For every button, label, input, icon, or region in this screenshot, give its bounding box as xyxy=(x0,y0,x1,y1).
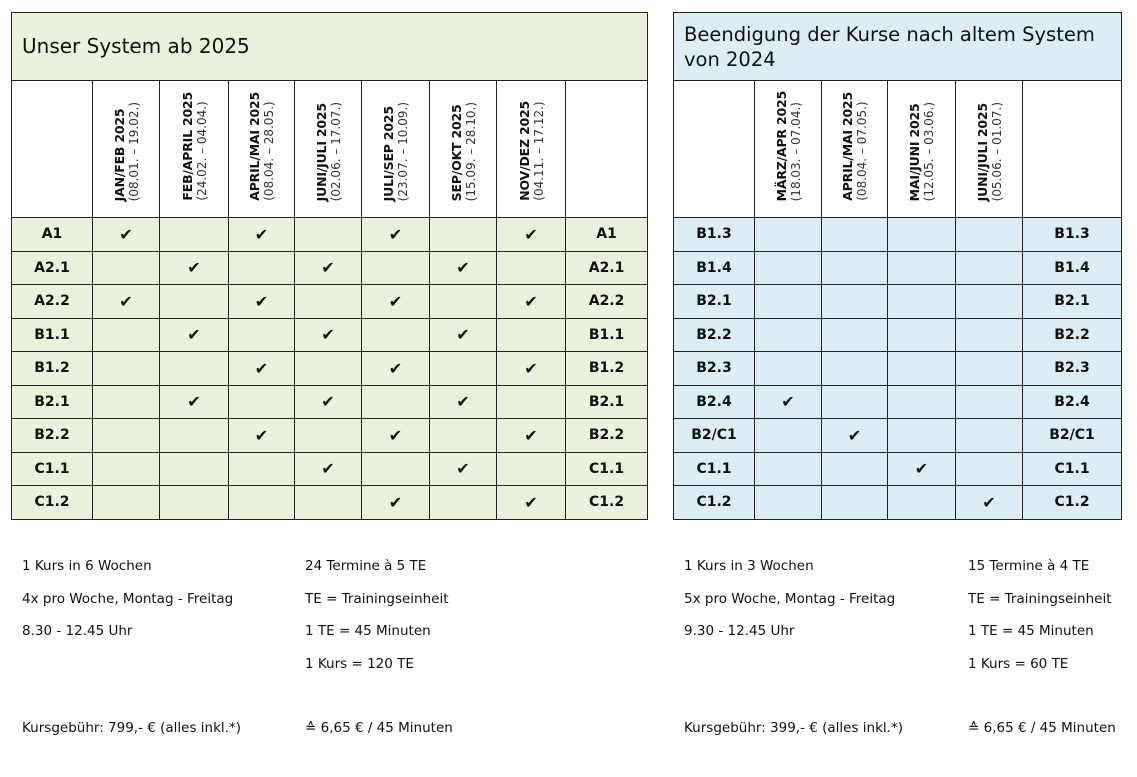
period-dates: (08.01. – 19.02.) xyxy=(126,101,141,201)
period-label xyxy=(180,92,209,201)
schedule-cell xyxy=(160,452,229,486)
checkmark-icon: ✔ xyxy=(254,358,269,378)
level-label-right: B2/C1 xyxy=(1023,419,1122,453)
new-system-table xyxy=(11,12,648,520)
schedule-cell xyxy=(93,486,160,520)
new-system-schedule xyxy=(11,12,647,520)
schedule-cell xyxy=(160,352,229,386)
checkmark-icon: ✔ xyxy=(187,258,201,278)
period-month: FEB/APRIL 2025 xyxy=(179,92,195,201)
level-label-right: B1.4 xyxy=(1023,251,1122,285)
info-line: 1 Kurs = 120 TE xyxy=(305,655,414,672)
period-dates: (04.11. – 17.12.) xyxy=(531,101,546,201)
checkmark-icon: ✔ xyxy=(119,291,133,311)
schedule-cell xyxy=(822,285,888,319)
new-system-info xyxy=(22,550,233,648)
schedule-cell xyxy=(497,218,566,252)
schedule-cell xyxy=(888,218,956,252)
old-system-units xyxy=(968,550,1112,680)
header-spacer xyxy=(1023,81,1122,218)
schedule-cell xyxy=(888,318,956,352)
level-label: B2.1 xyxy=(12,385,93,419)
level-label: C1.1 xyxy=(674,452,755,486)
table-row xyxy=(674,419,1122,453)
schedule-cell xyxy=(229,285,295,319)
schedule-cell xyxy=(755,218,822,252)
period-label xyxy=(774,91,803,201)
level-label: A1 xyxy=(12,218,93,252)
schedule-cell xyxy=(755,452,822,486)
old-system-info xyxy=(684,550,895,648)
schedule-cell xyxy=(295,486,362,520)
checkmark-icon: ✔ xyxy=(388,291,403,311)
level-label: B2.2 xyxy=(674,318,755,352)
schedule-cell xyxy=(956,452,1023,486)
level-label-right: B2.3 xyxy=(1023,352,1122,386)
period-header xyxy=(229,81,295,218)
schedule-cell xyxy=(755,419,822,453)
schedule-cell xyxy=(295,452,362,486)
schedule-cell xyxy=(888,352,956,386)
schedule-cell xyxy=(295,385,362,419)
schedule-cell xyxy=(93,419,160,453)
info-line: 1 TE = 45 Minuten xyxy=(968,623,1094,639)
schedule-cell xyxy=(755,251,822,285)
period-label xyxy=(517,101,546,201)
schedule-cell xyxy=(430,452,497,486)
period-month: APRIL/MAI 2025 xyxy=(840,92,855,201)
period-dates: (18.03. – 07.04.) xyxy=(788,101,803,201)
level-label-right: C1.2 xyxy=(1023,486,1122,520)
old-system-schedule xyxy=(673,12,1121,520)
schedule-cell xyxy=(362,218,430,252)
header-spacer xyxy=(12,81,93,218)
checkmark-icon: ✔ xyxy=(254,291,269,311)
schedule-cell xyxy=(430,218,497,252)
table-row xyxy=(674,352,1122,386)
level-label: B2.2 xyxy=(12,419,93,453)
schedule-cell xyxy=(229,251,295,285)
schedule-cell xyxy=(497,352,566,386)
schedule-cell xyxy=(956,218,1023,252)
period-header xyxy=(755,81,822,218)
period-month: JULI/SEP 2025 xyxy=(381,105,396,201)
checkmark-icon: ✔ xyxy=(388,425,403,445)
checkmark-icon: ✔ xyxy=(187,392,201,412)
level-label: B2.4 xyxy=(674,385,755,419)
checkmark-icon: ✔ xyxy=(254,425,269,445)
info-line: TE = Trainingseinheit xyxy=(968,590,1112,607)
schedule-cell xyxy=(497,486,566,520)
level-label: B1.2 xyxy=(12,352,93,386)
table-row xyxy=(674,452,1122,486)
schedule-cell xyxy=(362,385,430,419)
table-row xyxy=(12,218,648,252)
schedule-cell xyxy=(229,318,295,352)
schedule-cell xyxy=(888,486,956,520)
level-label-right: B2.4 xyxy=(1023,385,1122,419)
schedule-cell xyxy=(755,318,822,352)
table-row xyxy=(12,318,648,352)
checkmark-icon: ✔ xyxy=(982,492,996,512)
table-row xyxy=(12,452,648,486)
schedule-cell xyxy=(229,352,295,386)
period-header xyxy=(822,81,888,218)
level-label-right: B2.1 xyxy=(566,385,648,419)
period-label xyxy=(449,102,478,201)
level-label-right: B2.1 xyxy=(1023,285,1122,319)
period-month: JUNI/JULI 2025 xyxy=(313,102,329,201)
period-label xyxy=(247,92,276,201)
schedule-cell xyxy=(295,318,362,352)
schedule-cell xyxy=(956,385,1023,419)
period-label xyxy=(112,102,141,201)
level-label: B1.4 xyxy=(674,251,755,285)
table-row xyxy=(674,486,1122,520)
level-label-right: B2.2 xyxy=(1023,318,1122,352)
schedule-cell xyxy=(160,486,229,520)
info-line: 1 Kurs = 60 TE xyxy=(968,655,1069,672)
checkmark-icon: ✔ xyxy=(388,358,403,378)
level-label: B2.3 xyxy=(674,352,755,386)
checkmark-icon: ✔ xyxy=(388,224,403,244)
level-label: B1.1 xyxy=(12,318,93,352)
checkmark-icon: ✔ xyxy=(456,258,470,278)
level-label-right: B1.3 xyxy=(1023,218,1122,252)
schedule-cell xyxy=(497,385,566,419)
schedule-cell xyxy=(229,419,295,453)
schedule-cell xyxy=(362,251,430,285)
schedule-cell xyxy=(430,318,497,352)
schedule-cell xyxy=(822,218,888,252)
checkmark-icon: ✔ xyxy=(524,358,538,378)
checkmark-icon: ✔ xyxy=(321,459,335,479)
level-label: B2.1 xyxy=(674,285,755,319)
info-line: 1 Kurs in 3 Wochen xyxy=(684,558,814,574)
schedule-cell xyxy=(956,352,1023,386)
period-month: NOV/DEZ 2025 xyxy=(516,101,532,201)
schedule-cell xyxy=(93,385,160,419)
schedule-cell xyxy=(822,251,888,285)
level-label-right: A2.1 xyxy=(566,251,648,285)
schedule-cell xyxy=(822,419,888,453)
schedule-cell xyxy=(888,385,956,419)
period-dates: (23.07. – 10.09.) xyxy=(396,101,410,201)
header-spacer xyxy=(566,81,648,218)
info-line: TE = Trainingseinheit xyxy=(305,590,449,607)
schedule-cell xyxy=(295,419,362,453)
schedule-cell xyxy=(93,218,160,252)
period-header xyxy=(497,81,566,218)
schedule-cell xyxy=(956,285,1023,319)
old-system-fee: Kursgebühr: 399,- € (alles inkl.*) xyxy=(684,720,903,736)
schedule-cell xyxy=(956,318,1023,352)
schedule-cell xyxy=(362,285,430,319)
schedule-cell xyxy=(888,419,956,453)
schedule-cell xyxy=(160,218,229,252)
schedule-cell xyxy=(295,251,362,285)
table-row xyxy=(12,285,648,319)
level-label-right: B2.2 xyxy=(566,419,648,453)
schedule-cell xyxy=(822,318,888,352)
schedule-cell xyxy=(430,486,497,520)
info-line: 15 Termine à 4 TE xyxy=(968,558,1090,574)
schedule-cell xyxy=(822,486,888,520)
schedule-cell xyxy=(295,352,362,386)
level-label-right: C1.2 xyxy=(566,486,648,520)
info-line: 24 Termine à 5 TE xyxy=(305,558,427,574)
schedule-cell xyxy=(160,285,229,319)
checkmark-icon: ✔ xyxy=(321,325,335,345)
schedule-cell xyxy=(822,352,888,386)
schedule-cell xyxy=(956,486,1023,520)
level-label-right: C1.1 xyxy=(1023,452,1122,486)
checkmark-icon: ✔ xyxy=(321,392,335,412)
period-label xyxy=(907,102,936,201)
period-dates: (15.09. – 28.10.) xyxy=(463,101,478,201)
period-dates: (02.06. – 17.07.) xyxy=(328,101,343,201)
schedule-cell xyxy=(497,251,566,285)
level-label: A2.1 xyxy=(12,251,93,285)
table-row xyxy=(12,419,648,453)
period-header xyxy=(362,81,430,218)
schedule-cell xyxy=(362,318,430,352)
level-label: C1.1 xyxy=(12,452,93,486)
schedule-cell xyxy=(93,318,160,352)
period-dates: (08.04. – 07.05.) xyxy=(855,101,869,201)
table-row xyxy=(12,385,648,419)
schedule-cell xyxy=(888,452,956,486)
schedule-cell xyxy=(956,419,1023,453)
schedule-cell xyxy=(229,218,295,252)
new-system-rate: ≙ 6,65 € / 45 Minuten xyxy=(305,720,453,736)
level-label-right: B1.1 xyxy=(566,318,648,352)
schedule-cell xyxy=(362,352,430,386)
schedule-cell xyxy=(93,285,160,319)
table-row xyxy=(674,285,1122,319)
checkmark-icon: ✔ xyxy=(456,392,470,412)
schedule-cell xyxy=(822,385,888,419)
checkmark-icon: ✔ xyxy=(524,224,538,244)
info-line: 1 Kurs in 6 Wochen xyxy=(22,558,152,574)
new-system-fee: Kursgebühr: 799,- € (alles inkl.*) xyxy=(22,720,241,736)
schedule-cell xyxy=(430,385,497,419)
schedule-cell xyxy=(430,419,497,453)
level-label: C1.2 xyxy=(12,486,93,520)
table-row xyxy=(12,352,648,386)
period-month: JAN/FEB 2025 xyxy=(111,108,127,201)
period-dates: (12.05. – 03.06.) xyxy=(922,101,936,201)
level-label-right: B1.2 xyxy=(566,352,648,386)
schedule-cell xyxy=(755,385,822,419)
schedule-cell xyxy=(755,486,822,520)
period-label xyxy=(840,92,869,201)
table-row xyxy=(674,385,1122,419)
checkmark-icon: ✔ xyxy=(119,224,133,244)
period-header xyxy=(956,81,1023,218)
level-label: B2/C1 xyxy=(674,419,755,453)
period-dates: (24.02. – 04.04.) xyxy=(194,101,209,201)
table-row xyxy=(12,486,648,520)
schedule-cell xyxy=(888,251,956,285)
period-label xyxy=(314,102,343,201)
checkmark-icon: ✔ xyxy=(781,392,795,412)
old-system-rate: ≙ 6,65 € / 45 Minuten xyxy=(968,720,1116,736)
schedule-cell xyxy=(229,385,295,419)
table-row xyxy=(12,251,648,285)
schedule-cell xyxy=(497,419,566,453)
info-line: 9.30 - 12.45 Uhr xyxy=(684,623,795,639)
table-row xyxy=(674,318,1122,352)
level-label: C1.2 xyxy=(674,486,755,520)
old-system-table xyxy=(673,12,1122,520)
schedule-cell xyxy=(160,318,229,352)
period-header xyxy=(160,81,229,218)
info-line: 5x pro Woche, Montag - Freitag xyxy=(684,590,896,607)
level-label-right: A1 xyxy=(566,218,648,252)
table-row xyxy=(674,251,1122,285)
checkmark-icon: ✔ xyxy=(388,492,403,512)
period-header xyxy=(93,81,160,218)
period-header xyxy=(295,81,362,218)
schedule-cell xyxy=(160,385,229,419)
period-header xyxy=(430,81,497,218)
period-month: APRIL/MAI 2025 xyxy=(247,92,262,201)
info-line: 8.30 - 12.45 Uhr xyxy=(22,623,133,639)
level-label-right: C1.1 xyxy=(566,452,648,486)
period-header xyxy=(888,81,956,218)
schedule-cell xyxy=(430,251,497,285)
period-dates: (08.04. – 28.05.) xyxy=(262,101,276,201)
checkmark-icon: ✔ xyxy=(187,325,201,345)
period-month: SEP/OKT 2025 xyxy=(448,104,464,201)
schedule-cell xyxy=(956,251,1023,285)
schedule-cell xyxy=(497,318,566,352)
schedule-cell xyxy=(229,486,295,520)
period-month: MÄRZ/APR 2025 xyxy=(773,90,789,201)
schedule-cell xyxy=(430,285,497,319)
level-label: A2.2 xyxy=(12,285,93,319)
schedule-cell xyxy=(160,251,229,285)
schedule-cell xyxy=(430,352,497,386)
schedule-cell xyxy=(295,218,362,252)
checkmark-icon: ✔ xyxy=(321,258,335,278)
schedule-cell xyxy=(497,285,566,319)
checkmark-icon: ✔ xyxy=(847,425,862,445)
level-label: B1.3 xyxy=(674,218,755,252)
new-system-title: Unser System ab 2025 xyxy=(12,13,648,81)
schedule-cell xyxy=(362,419,430,453)
period-label xyxy=(975,102,1004,201)
level-label-right: A2.2 xyxy=(566,285,648,319)
schedule-cell xyxy=(93,352,160,386)
checkmark-icon: ✔ xyxy=(254,224,269,244)
table-row xyxy=(674,218,1122,252)
period-label xyxy=(381,102,410,201)
checkmark-icon: ✔ xyxy=(524,492,538,512)
checkmark-icon: ✔ xyxy=(456,325,470,345)
old-system-title: Beendigung der Kurse nach altem System von 2024 xyxy=(674,13,1122,81)
new-system-units xyxy=(305,550,449,680)
period-month: JUNI/JULI 2025 xyxy=(974,102,990,201)
checkmark-icon: ✔ xyxy=(914,459,929,479)
schedule-cell xyxy=(229,452,295,486)
schedule-cell xyxy=(888,285,956,319)
schedule-cell xyxy=(362,452,430,486)
info-line: 4x pro Woche, Montag - Freitag xyxy=(22,590,234,607)
checkmark-icon: ✔ xyxy=(524,425,538,445)
schedule-cell xyxy=(755,352,822,386)
info-line: 1 TE = 45 Minuten xyxy=(305,623,431,639)
schedule-cell xyxy=(497,452,566,486)
schedule-cell xyxy=(160,419,229,453)
checkmark-icon: ✔ xyxy=(456,459,470,479)
checkmark-icon: ✔ xyxy=(524,291,538,311)
schedule-cell xyxy=(822,452,888,486)
schedule-cell xyxy=(362,486,430,520)
schedule-cell xyxy=(93,452,160,486)
schedule-cell xyxy=(755,285,822,319)
header-spacer xyxy=(674,81,755,218)
period-dates: (05.06. – 01.07.) xyxy=(989,101,1004,201)
schedule-cell xyxy=(93,251,160,285)
period-month: MAI/JUNI 2025 xyxy=(907,103,922,201)
schedule-cell xyxy=(295,285,362,319)
